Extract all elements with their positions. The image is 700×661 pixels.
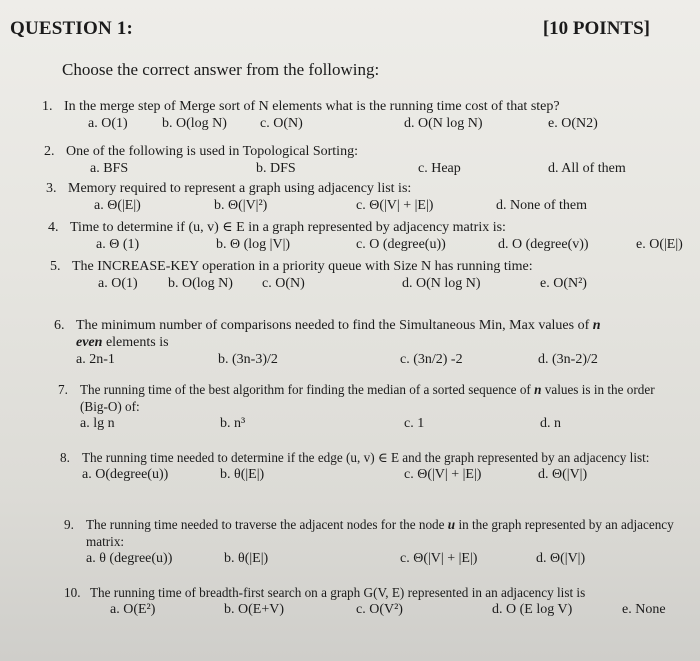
- option-d[interactable]: d. n: [540, 416, 561, 431]
- question-8: [60, 449, 656, 484]
- option-b[interactable]: b. DFS: [256, 161, 296, 176]
- question-number: 7.: [58, 382, 68, 397]
- option-c[interactable]: c. Heap: [418, 161, 461, 176]
- option-d[interactable]: d. O(N log N): [404, 116, 483, 131]
- question-text: Memory required to represent a graph using adjacency list is:: [68, 181, 412, 196]
- question-text: The minimum number of comparisons needed to find the Simultaneous Min, Max values of n: [76, 318, 601, 333]
- option-c[interactable]: c. (3n/2) -2: [400, 352, 463, 367]
- question-number: 2.: [44, 144, 55, 159]
- option-c[interactable]: c. Θ(|V| + |E|): [356, 198, 434, 213]
- option-a[interactable]: a. θ (degree(u)): [86, 551, 173, 566]
- question-1: [42, 98, 664, 133]
- option-b[interactable]: b. Θ(|V|²): [214, 198, 268, 213]
- question-5: [50, 258, 672, 293]
- option-b[interactable]: b. Θ (log |V|): [216, 237, 291, 252]
- question-text: The INCREASE-KEY operation in a priority queue with Size N has running time:: [72, 259, 533, 274]
- option-d[interactable]: d. O(N log N): [402, 276, 481, 291]
- question-text: Time to determine if (u, v) ∈ E in a graph represented by adjacency matrix is:: [70, 220, 506, 235]
- option-e[interactable]: e. None: [622, 602, 666, 617]
- option-b[interactable]: b. (3n-3)/2: [218, 352, 278, 367]
- option-b[interactable]: b. θ(|E|): [220, 467, 265, 482]
- option-d[interactable]: d. None of them: [496, 198, 587, 213]
- option-b[interactable]: b. O(E+V): [224, 602, 284, 617]
- option-c[interactable]: c. O(N): [262, 276, 305, 291]
- option-c[interactable]: c. O(V²): [356, 602, 403, 617]
- option-b[interactable]: b. n³: [220, 416, 246, 431]
- option-d[interactable]: d. Θ(|V|): [538, 467, 588, 482]
- option-d[interactable]: d. All of them: [548, 161, 626, 176]
- option-c[interactable]: c. Θ(|V| + |E|): [400, 551, 478, 566]
- option-b[interactable]: b. O(log N): [168, 276, 233, 291]
- option-a[interactable]: a. Θ(|E|): [94, 198, 141, 213]
- option-a[interactable]: a. O(E²): [110, 602, 156, 617]
- question-number: 4.: [48, 220, 59, 235]
- option-e[interactable]: e. O(N2): [548, 116, 598, 131]
- option-d[interactable]: d. (3n-2)/2: [538, 352, 598, 367]
- option-e[interactable]: e. O(N²): [540, 276, 587, 291]
- question-10: [64, 584, 690, 619]
- question-text-cont: even elements is: [76, 335, 169, 350]
- option-a[interactable]: a. O(degree(u)): [82, 467, 169, 482]
- question-number: 5.: [50, 259, 61, 274]
- instruction-text: Choose the correct answer from the following:: [62, 60, 380, 79]
- option-b[interactable]: b. O(log N): [162, 116, 227, 131]
- option-c[interactable]: c. 1: [404, 416, 425, 431]
- option-c[interactable]: c. Θ(|V| + |E|): [404, 467, 482, 482]
- question-text: The running time of the best algorithm for finding the median of a sorted sequence of n values is in the order (Big-O) of:: [80, 382, 655, 414]
- question-number: 10.: [64, 585, 81, 600]
- question-number: 9.: [64, 517, 74, 532]
- question-3: [46, 180, 668, 215]
- question-2: [44, 143, 666, 178]
- option-b[interactable]: b. θ(|E|): [224, 551, 269, 566]
- option-a[interactable]: a. BFS: [90, 161, 129, 176]
- option-a[interactable]: a. lg n: [80, 416, 115, 431]
- question-number: 6.: [54, 318, 65, 333]
- option-a[interactable]: a. Θ (1): [96, 237, 140, 252]
- question-text: In the merge step of Merge sort of N elements what is the running time cost of that step?: [64, 99, 560, 114]
- option-c[interactable]: c. O (degree(u)): [356, 237, 446, 252]
- option-d[interactable]: d. O (degree(v)): [498, 237, 589, 252]
- question-points: [10 POINTS]: [542, 18, 650, 39]
- option-d[interactable]: d. Θ(|V|): [536, 551, 586, 566]
- option-c[interactable]: c. O(N): [260, 116, 303, 131]
- question-number: 8.: [60, 450, 70, 465]
- question-9: [64, 516, 678, 568]
- question-number: 3.: [46, 181, 57, 196]
- question-text: The running time needed to traverse the adjacent nodes for the node u in the graph represented by an adjacency matrix:: [86, 517, 674, 549]
- option-a[interactable]: a. 2n-1: [76, 352, 115, 367]
- question-text: One of the following is used in Topological Sorting:: [66, 144, 358, 159]
- question-4: [48, 219, 690, 254]
- question-text: The running time of breadth-first search on a graph G(V, E) represented in an adjacency list is: [90, 585, 586, 600]
- option-a[interactable]: a. O(1): [98, 276, 138, 291]
- question-7: [58, 381, 680, 433]
- question-6: [54, 317, 676, 369]
- option-d[interactable]: d. O (E log V): [492, 602, 573, 617]
- option-e[interactable]: e. O(|E|): [636, 237, 683, 252]
- question-title: QUESTION 1:: [10, 18, 134, 39]
- question-number: 1.: [42, 99, 53, 114]
- option-a[interactable]: a. O(1): [88, 116, 128, 131]
- question-text: The running time needed to determine if the edge (u, v) ∈ E and the graph represented by an adjacency list:: [82, 450, 650, 465]
